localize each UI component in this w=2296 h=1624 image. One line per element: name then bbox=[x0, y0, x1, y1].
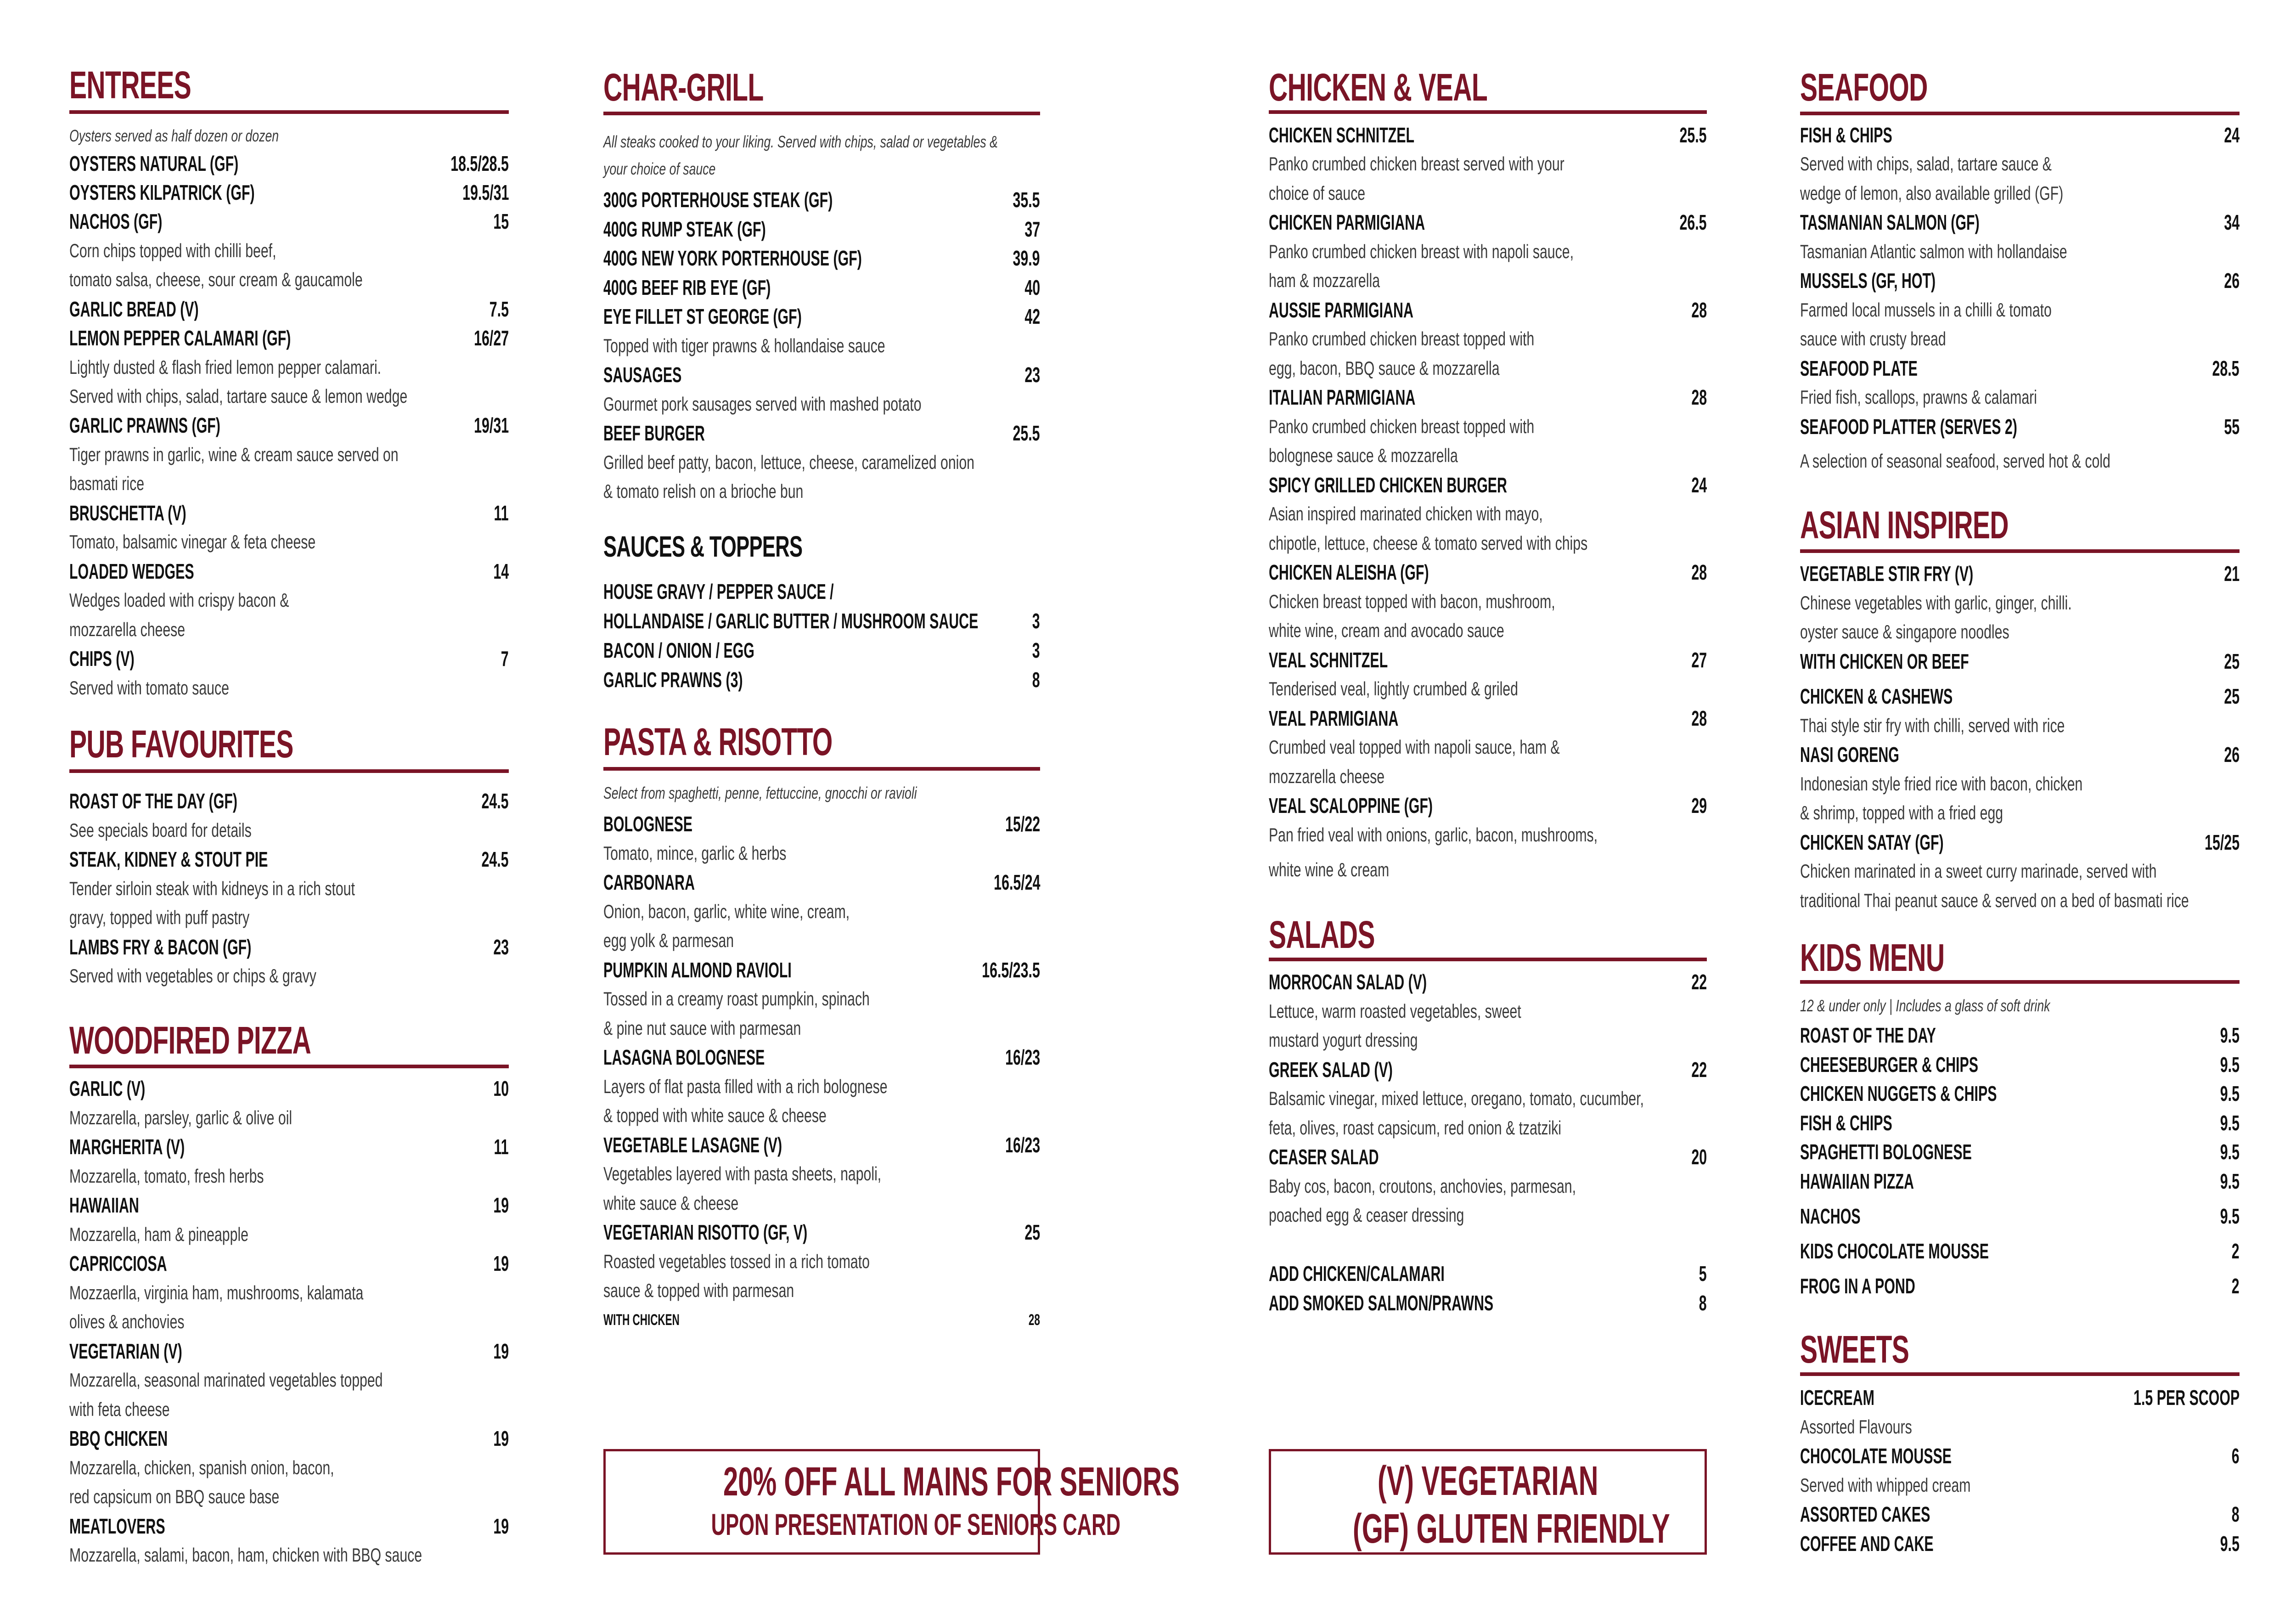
item-description: chipotle, lettuce, cheese & tomato served with chips bbox=[1269, 532, 1588, 554]
menu-item: GREEK SALAD (V) 22 bbox=[1269, 1058, 1707, 1082]
item-description: Mozzarella, tomato, fresh herbs bbox=[69, 1165, 264, 1187]
item-description: basmati rice bbox=[69, 473, 145, 494]
menu-item: HAWAIIAN PIZZA 9.5 bbox=[1800, 1169, 2240, 1193]
item-description: gravy, topped with puff pastry bbox=[69, 907, 250, 928]
item-description: wedge of lemon, also available grilled (GF) bbox=[1800, 182, 2064, 204]
menu-item: ROAST OF THE DAY 9.5 bbox=[1800, 1023, 2240, 1047]
menu-item: CHIPS (V) 7 bbox=[69, 647, 509, 671]
section-heading-pub-favourites: PUB FAVOURITES bbox=[69, 722, 293, 766]
heading-rule bbox=[69, 769, 509, 773]
item-description: with feta cheese bbox=[69, 1398, 170, 1420]
item-description: Pan fried veal with onions, garlic, bacon, mushrooms, bbox=[1269, 824, 1598, 846]
section-heading-seafood: SEAFOOD bbox=[1800, 66, 1928, 109]
menu-item: VEAL PARMIGIANA 28 bbox=[1269, 706, 1707, 730]
menu-item: BEEF BURGER 25.5 bbox=[603, 421, 1040, 445]
item-description: & topped with white sauce & cheese bbox=[603, 1105, 827, 1126]
addon-item: ADD SMOKED SALMON/PRAWNS 8 bbox=[1269, 1291, 1707, 1315]
item-description: Panko crumbed chicken breast topped with bbox=[1269, 416, 1535, 437]
item-description: Served with whipped cream bbox=[1800, 1474, 1971, 1496]
heading-rule bbox=[603, 112, 1040, 115]
menu-item: LASAGNA BOLOGNESE 16/23 bbox=[603, 1045, 1040, 1069]
item-description: Baby cos, bacon, croutons, anchovies, parmesan, bbox=[1269, 1175, 1576, 1197]
item-description: Panko crumbed chicken breast with napoli sauce, bbox=[1269, 241, 1574, 262]
menu-item: BOLOGNESE 15/22 bbox=[603, 812, 1040, 836]
menu-item: TASMANIAN SALMON (GF) 34 bbox=[1800, 210, 2240, 234]
seniors-line-2: UPON PRESENTATION OF SENIORS CARD bbox=[711, 1507, 1121, 1541]
menu-item: LAMBS FRY & BACON (GF) 23 bbox=[69, 935, 509, 959]
section-heading-chicken-veal: CHICKEN & VEAL bbox=[1269, 66, 1488, 109]
legend-gluten-friendly: (GF) GLUTEN FRIENDLY bbox=[1352, 1506, 1670, 1552]
menu-item: VEAL SCALOPPINE (GF) 29 bbox=[1269, 794, 1707, 818]
section-heading-kids-menu: KIDS MENU bbox=[1800, 936, 1945, 979]
item-description: sauce with crusty bread bbox=[1800, 328, 1946, 350]
item-description: Asian inspired marinated chicken with mayo, bbox=[1269, 503, 1543, 524]
menu-item: SEAFOOD PLATE 28.5 bbox=[1800, 356, 2240, 380]
menu-item: FISH & CHIPS 9.5 bbox=[1800, 1111, 2240, 1135]
item-description: Mozzarella, seasonal marinated vegetables topped bbox=[69, 1369, 383, 1391]
item-description: Vegetables layered with pasta sheets, napoli, bbox=[603, 1163, 882, 1184]
item-description: Crumbed veal topped with napoli sauce, ham & bbox=[1269, 736, 1560, 758]
item-description: Tomato, mince, garlic & herbs bbox=[603, 842, 787, 864]
item-description: Mozzarella, parsley, garlic & olive oil bbox=[69, 1107, 293, 1128]
section-heading-pasta-risotto: PASTA & RISOTTO bbox=[603, 720, 833, 763]
menu-item: NACHOS (GF) 15 bbox=[69, 209, 509, 233]
column-4 bbox=[1800, 0, 2240, 1624]
item-description: mustard yogurt dressing bbox=[1269, 1029, 1418, 1051]
item-description: white sauce & cheese bbox=[603, 1192, 739, 1214]
menu-item: FROG IN A POND 2 bbox=[1800, 1274, 2240, 1298]
menu-item: OYSTERS NATURAL (GF) 18.5/28.5 bbox=[69, 152, 509, 175]
menu-item: SPAGHETTI BOLOGNESE 9.5 bbox=[1800, 1140, 2240, 1164]
menu-item: KIDS CHOCOLATE MOUSSE 2 bbox=[1800, 1239, 2240, 1263]
seniors-discount-box bbox=[603, 1449, 1180, 1555]
item-description: Tiger prawns in garlic, wine & cream sauce served on bbox=[69, 444, 399, 465]
item-description: Served with tomato sauce bbox=[69, 677, 229, 699]
section-note: 12 & under only | Includes a glass of soft drink bbox=[1800, 996, 2050, 1015]
column-3 bbox=[1269, 0, 1707, 1624]
section-note: Oysters served as half dozen or dozen bbox=[69, 126, 279, 145]
item-description: Wedges loaded with crispy bacon & bbox=[69, 589, 289, 611]
item-description: mozzarella cheese bbox=[69, 619, 186, 640]
menu-item: BRUSCHETTA (V) 11 bbox=[69, 501, 509, 525]
item-description: Layers of flat pasta filled with a rich bolognese bbox=[603, 1076, 888, 1097]
menu-item: CHICKEN NUGGETS & CHIPS 9.5 bbox=[1800, 1082, 2240, 1105]
menu-item: CAPRICCIOSA 19 bbox=[69, 1252, 509, 1275]
menu-item: BBQ CHICKEN 19 bbox=[69, 1427, 509, 1450]
menu-item: FISH & CHIPS 24 bbox=[1800, 123, 2240, 147]
item-description: oyster sauce & singapore noodles bbox=[1800, 621, 2009, 643]
item-description: Served with chips, salad, tartare sauce & lemon wedge bbox=[69, 385, 408, 407]
section-heading-salads: SALADS bbox=[1269, 913, 1375, 956]
item-description: Mozzarella, chicken, spanish onion, bacon, bbox=[69, 1457, 334, 1478]
item-description: Mozzarella, salami, bacon, ham, chicken with BBQ sauce bbox=[69, 1544, 422, 1566]
menu-item: VEGETABLE LASAGNE (V) 16/23 bbox=[603, 1133, 1040, 1157]
item-description: Tasmanian Atlantic salmon with hollandaise bbox=[1800, 241, 2067, 262]
item-description: olives & anchovies bbox=[69, 1311, 185, 1332]
column-2 bbox=[603, 0, 1180, 1624]
addon-item: ADD CHICKEN/CALAMARI 5 bbox=[1269, 1262, 1707, 1286]
item-description: red capsicum on BBQ sauce base bbox=[69, 1486, 280, 1507]
menu-item: BACON / ONION / EGG 3 bbox=[603, 638, 1040, 662]
menu-item: GARLIC BREAD (V) 7.5 bbox=[69, 297, 509, 321]
item-description: Topped with tiger prawns & hollandaise sauce bbox=[603, 335, 885, 356]
menu-item: 400G RUMP STEAK (GF) 37 bbox=[603, 217, 1040, 241]
item-description: feta, olives, roast capsicum, red onion & tzatziki bbox=[1269, 1117, 1562, 1139]
dietary-legend-box bbox=[1269, 1449, 1707, 1555]
item-description: & shrimp, topped with a fried egg bbox=[1800, 802, 2003, 823]
menu-item: CHEESEBURGER & CHIPS 9.5 bbox=[1800, 1053, 2240, 1077]
menu-item: VEGETABLE STIR FRY (V) 21 bbox=[1800, 562, 2240, 586]
menu-item: GARLIC PRAWNS (GF) 19/31 bbox=[69, 413, 509, 437]
item-description: Lightly dusted & flash fried lemon pepper calamari. bbox=[69, 356, 382, 378]
menu-item: MARGHERITA (V) 11 bbox=[69, 1135, 509, 1159]
item-description: Lettuce, warm roasted vegetables, sweet bbox=[1269, 1000, 1521, 1022]
menu-item: VEAL SCHNITZEL 27 bbox=[1269, 648, 1707, 672]
heading-rule bbox=[603, 767, 1040, 771]
item-description: Onion, bacon, garlic, white wine, cream, bbox=[603, 901, 850, 922]
menu-item: CHICKEN SCHNITZEL 25.5 bbox=[1269, 123, 1707, 147]
menu-item: CHOCOLATE MOUSSE 6 bbox=[1800, 1444, 2240, 1468]
item-description: choice of sauce bbox=[1269, 182, 1366, 204]
menu-item: CHICKEN SATAY (GF) 15/25 bbox=[1800, 830, 2240, 854]
legend-vegetarian: (V) VEGETARIAN bbox=[1377, 1458, 1598, 1504]
item-description: Mozzaerlla, virginia ham, mushrooms, kalamata bbox=[69, 1282, 364, 1303]
menu-item: HOLLANDAISE / GARLIC BUTTER / MUSHROOM SAUCE 3 bbox=[603, 609, 1040, 633]
heading-rule bbox=[69, 1065, 509, 1068]
menu-item: CHICKEN ALEISHA (GF) 28 bbox=[1269, 560, 1707, 584]
item-description: Tossed in a creamy roast pumpkin, spinach bbox=[603, 988, 870, 1009]
item-description: & pine nut sauce with parmesan bbox=[603, 1017, 801, 1039]
section-heading-char-grill: CHAR-GRILL bbox=[603, 66, 764, 109]
item-description: Panko crumbed chicken breast served with your bbox=[1269, 153, 1564, 175]
item-description: tomato salsa, cheese, sour cream & gaucamole bbox=[69, 269, 363, 290]
menu-item: CEASER SALAD 20 bbox=[1269, 1145, 1707, 1169]
item-description: Gourmet pork sausages served with mashed potato bbox=[603, 393, 922, 415]
section-heading-woodfired-pizza: WOODFIRED PIZZA bbox=[69, 1019, 311, 1062]
menu-item: STEAK, KIDNEY & STOUT PIE 24.5 bbox=[69, 847, 509, 871]
menu-item: CARBONARA 16.5/24 bbox=[603, 870, 1040, 894]
menu-item: PUMPKIN ALMOND RAVIOLI 16.5/23.5 bbox=[603, 958, 1040, 982]
menu-item: GARLIC (V) 10 bbox=[69, 1077, 509, 1100]
seniors-line-1: 20% OFF ALL MAINS FOR SENIORS bbox=[723, 1459, 1180, 1504]
section-note: Select from spaghetti, penne, fettuccine, gnocchi or ravioli bbox=[603, 784, 917, 802]
item-description: egg yolk & parmesan bbox=[603, 930, 734, 951]
menu-item: VEGETARIAN RISOTTO (GF, V) 25 bbox=[603, 1220, 1040, 1244]
menu-item: NASI GORENG 26 bbox=[1800, 743, 2240, 767]
item-description: traditional Thai peanut sauce & served on a bed of basmati rice bbox=[1800, 890, 2189, 911]
menu-item: ICECREAM 1.5 PER SCOOP bbox=[1800, 1386, 2240, 1410]
heading-rule bbox=[1269, 958, 1707, 961]
menu-item: WITH CHICKEN OR BEEF 25 bbox=[1800, 649, 2240, 673]
item-description: Fried fish, scallops, prawns & calamari bbox=[1800, 386, 2037, 408]
item-description: See specials board for details bbox=[69, 819, 252, 841]
section-heading-sweets: SWEETS bbox=[1800, 1328, 1909, 1371]
item-description: Served with vegetables or chips & gravy bbox=[69, 965, 316, 987]
heading-rule bbox=[69, 110, 509, 114]
item-description: bolognese sauce & mozzarella bbox=[1269, 445, 1458, 466]
item-description: egg, bacon, BBQ sauce & mozzarella bbox=[1269, 357, 1500, 379]
item-description: Served with chips, salad, tartare sauce & bbox=[1800, 153, 2052, 175]
item-description: Corn chips topped with chilli beef, bbox=[69, 240, 276, 261]
menu-item: LOADED WEDGES 14 bbox=[69, 559, 509, 583]
menu-item: 300G PORTERHOUSE STEAK (GF) 35.5 bbox=[603, 188, 1040, 212]
menu-item: CHICKEN & CASHEWS 25 bbox=[1800, 684, 2240, 708]
menu-item: HAWAIIAN 19 bbox=[69, 1193, 509, 1217]
menu-item: VEGETARIAN (V) 19 bbox=[69, 1339, 509, 1363]
section-note: your choice of sauce bbox=[603, 159, 716, 178]
item-description: Indonesian style fried rice with bacon, chicken bbox=[1800, 773, 2083, 795]
item-description: poached egg & ceaser dressing bbox=[1269, 1204, 1464, 1226]
menu-item: ROAST OF THE DAY (GF) 24.5 bbox=[69, 789, 509, 813]
menu-item: CHICKEN PARMIGIANA 26.5 bbox=[1269, 210, 1707, 234]
item-description: mozzarella cheese bbox=[1269, 766, 1385, 787]
menu-item: GARLIC PRAWNS (3) 8 bbox=[603, 668, 1040, 692]
menu-item: AUSSIE PARMIGIANA 28 bbox=[1269, 298, 1707, 322]
menu-item: SEAFOOD PLATTER (SERVES 2) 55 bbox=[1800, 415, 2240, 439]
item-description: Thai style stir fry with chilli, served with rice bbox=[1800, 715, 2065, 736]
item-description: A selection of seasonal seafood, served hot & cold bbox=[1800, 450, 2110, 472]
item-description: sauce & topped with parmesan bbox=[603, 1280, 794, 1301]
item-description: Roasted vegetables tossed in a rich tomato bbox=[603, 1251, 870, 1272]
item-description: Farmed local mussels in a chilli & tomato bbox=[1800, 299, 2052, 321]
menu-item: SAUSAGES 23 bbox=[603, 363, 1040, 387]
item-description: & tomato relish on a brioche bun bbox=[603, 480, 804, 502]
section-heading-asian-inspired: ASIAN INSPIRED bbox=[1800, 503, 2009, 547]
menu-item: MUSSELS (GF, HOT) 26 bbox=[1800, 269, 2240, 293]
menu-item: ASSORTED CAKES 8 bbox=[1800, 1502, 2240, 1526]
item-description: Tender sirloin steak with kidneys in a rich stout bbox=[69, 878, 355, 899]
heading-rule bbox=[1800, 112, 2240, 115]
column-1 bbox=[69, 0, 509, 1624]
item-description: Chicken marinated in a sweet curry marinade, served with bbox=[1800, 860, 2157, 882]
item-description: Mozzarella, ham & pineapple bbox=[69, 1224, 248, 1245]
section-heading-sauces-toppers: SAUCES & TOPPERS bbox=[603, 530, 803, 563]
item-description: white wine, cream and avocado sauce bbox=[1269, 620, 1504, 641]
menu-item: ITALIAN PARMIGIANA 28 bbox=[1269, 385, 1707, 409]
menu-item: 400G BEEF RIB EYE (GF) 40 bbox=[603, 276, 1040, 299]
item-description: Balsamic vinegar, mixed lettuce, oregano, tomato, cucumber, bbox=[1269, 1088, 1644, 1109]
heading-rule bbox=[1800, 980, 2240, 984]
menu-item: SPICY GRILLED CHICKEN BURGER 24 bbox=[1269, 473, 1707, 497]
item-description: Grilled beef patty, bacon, lettuce, cheese, caramelized onion bbox=[603, 451, 974, 473]
item-description: Tenderised veal, lightly crumbed & griled bbox=[1269, 678, 1518, 699]
menu-item: MORROCAN SALAD (V) 22 bbox=[1269, 970, 1707, 994]
menu-item: MEATLOVERS 19 bbox=[69, 1514, 509, 1538]
item-description: Assorted Flavours bbox=[1800, 1416, 1912, 1438]
heading-rule bbox=[1800, 549, 2240, 553]
item-description: ham & mozzarella bbox=[1269, 270, 1380, 291]
menu-item: EYE FILLET ST GEORGE (GF) 42 bbox=[603, 304, 1040, 328]
item-description: Chicken breast topped with bacon, mushroom, bbox=[1269, 591, 1555, 612]
item-description: Tomato, balsamic vinegar & feta cheese bbox=[69, 531, 316, 553]
menu-item: NACHOS 9.5 bbox=[1800, 1204, 2240, 1228]
section-heading-entrees: ENTREES bbox=[69, 63, 191, 107]
heading-rule bbox=[1269, 110, 1707, 114]
menu-item: LEMON PEPPER CALAMARI (GF) 16/27 bbox=[69, 326, 509, 350]
menu-item: WITH CHICKEN 28 bbox=[603, 1311, 1040, 1329]
menu-item: OYSTERS KILPATRICK (GF) 19.5/31 bbox=[69, 180, 509, 204]
item-description: white wine & cream bbox=[1269, 859, 1390, 880]
menu-item: 400G NEW YORK PORTERHOUSE (GF) 39.9 bbox=[603, 246, 1040, 270]
heading-rule bbox=[1800, 1372, 2240, 1376]
menu-item: HOUSE GRAVY / PEPPER SAUCE / bbox=[603, 580, 834, 603]
section-note: All steaks cooked to your liking. Served with chips, salad or vegetables & bbox=[603, 132, 998, 151]
menu-item: COFFEE AND CAKE 9.5 bbox=[1800, 1532, 2240, 1556]
item-description: Chinese vegetables with garlic, ginger, chilli. bbox=[1800, 592, 2072, 614]
item-description: Panko crumbed chicken breast topped with bbox=[1269, 328, 1535, 350]
